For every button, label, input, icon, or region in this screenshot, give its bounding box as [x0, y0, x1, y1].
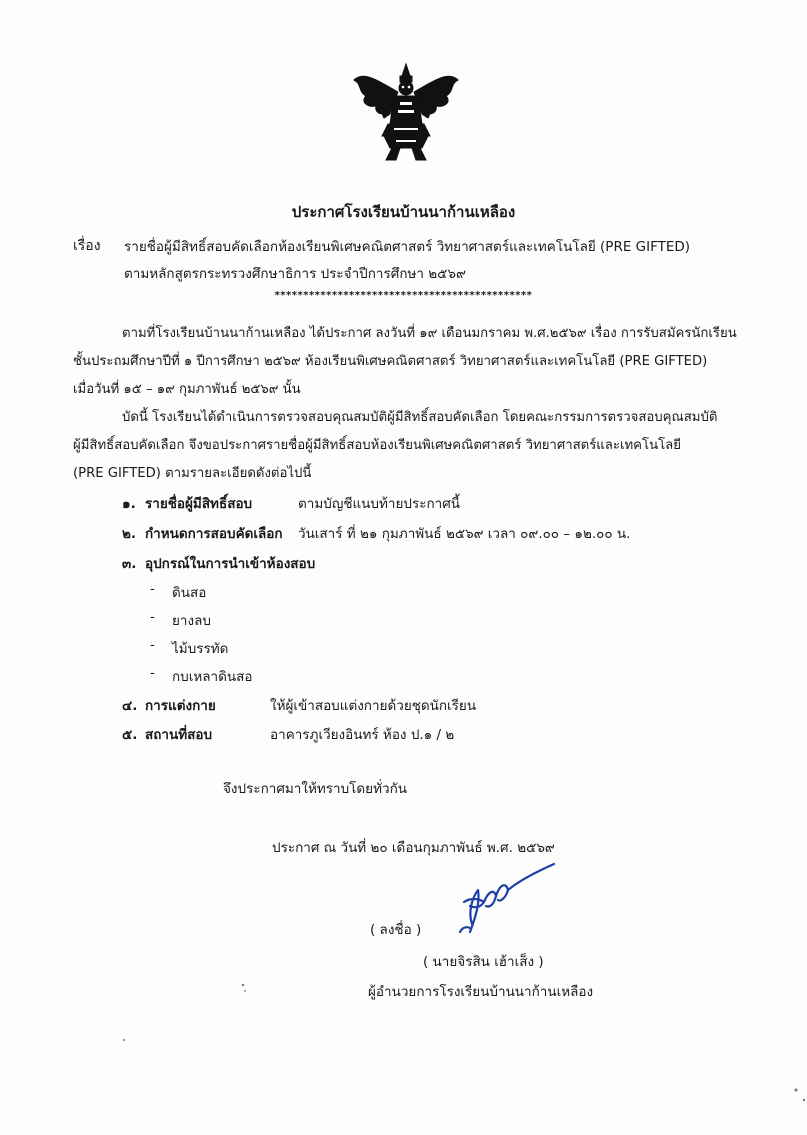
item-1-value: ตามบัญชีแนบท้ายประกาศนี้	[298, 496, 460, 512]
item-4-label: การแต่งกาย	[145, 698, 216, 714]
equipment-bullet: -	[150, 609, 155, 625]
equipment-item: ดินสอ	[172, 585, 207, 601]
item-2-label: กำหนดการสอบคัดเลือก	[145, 526, 283, 542]
equipment-item: ไม้บรรทัด	[172, 641, 229, 657]
paragraph-2-line-2: ผู้มีสิทธิ์สอบคัดเลือก จึงขอประกาศรายชื่อผู้มีสิทธิ์สอบห้องเรียนพิเศษคณิตศาสตร์ วิทยาศาสตร์และเทคโนโลยี	[73, 438, 681, 453]
equipment-bullet: -	[150, 637, 155, 653]
equipment-bullet: -	[150, 665, 155, 681]
announcement-date: ประกาศ ณ วันที่ ๒๐ เดือนกุมภาพันธ์ พ.ศ. ๒๕๖๙	[272, 840, 555, 856]
paragraph-1-line-3: เมื่อวันที่ ๑๕ – ๑๙ กุมภาพันธ์ ๒๕๖๙ นั้น	[73, 382, 301, 397]
paragraph-1-line-1: ตามที่โรงเรียนบ้านนาก้านเหลือง ได้ประกาศ ลงวันที่ ๑๙ เดือนมกราคม พ.ศ.๒๕๖๙ เรื่อง การรับสมัครนักเรียน	[122, 326, 737, 341]
paragraph-2-line-3: (PRE GIFTED) ตามรายละเอียดดังต่อไปนี้	[73, 466, 312, 481]
closing-statement: จึงประกาศมาให้ทราบโดยทั่วกัน	[223, 781, 407, 797]
item-5-number: ๕.	[122, 727, 138, 743]
item-5-label: สถานที่สอบ	[145, 727, 213, 743]
item-3-number: ๓.	[122, 556, 137, 572]
item-3-label: อุปกรณ์ในการนำเข้าห้องสอบ	[145, 556, 316, 572]
item-4-value: ให้ผู้เข้าสอบแต่งกายด้วยชุดนักเรียน	[270, 698, 477, 714]
item-5-value: อาคารภูเวียงอินทร์ ห้อง ป.๑ / ๒	[270, 727, 455, 743]
subject-line-2: ตามหลักสูตรกระทรวงศึกษาธิการ ประจำปีการศึกษา ๒๕๖๙	[124, 266, 466, 282]
signer-title: ผู้อำนวยการโรงเรียนบ้านนาก้านเหลือง	[368, 984, 594, 1000]
signer-name: ( นายจิรสิน เฮ้าเส็ง )	[423, 954, 544, 970]
equipment-bullet: -	[150, 581, 155, 597]
paragraph-1-line-2: ชั้นประถมศึกษาปีที่ ๑ ปีการศึกษา ๒๕๖๙ ห้องเรียนพิเศษคณิตศาสตร์ วิทยาศาสตร์และเทคโนโลยี (PRE GIFTED)	[73, 354, 708, 369]
item-1-label: รายชื่อผู้มีสิทธิ์สอบ	[145, 496, 253, 512]
item-2-value: วันเสาร์ ที่ ๒๑ กุมภาพันธ์ ๒๕๖๙ เวลา ๐๙.๐๐ – ๑๒.๐๐ น.	[298, 526, 631, 542]
signature-label: ( ลงชื่อ )	[370, 922, 422, 938]
equipment-item: ยางลบ	[172, 613, 211, 629]
item-2-number: ๒.	[122, 526, 137, 542]
equipment-item: กบเหลาดินสอ	[172, 669, 253, 685]
document-title: ประกาศโรงเรียนบ้านนาก้านเหลือง	[291, 203, 516, 221]
paragraph-2-line-1: บัดนี้ โรงเรียนได้ดำเนินการตรวจสอบคุณสมบัติผู้มีสิทธิ์สอบคัดเลือก โดยคณะกรรมการตรวจสอบคุณสมบัติ	[122, 410, 718, 425]
subject-label: เรื่อง	[73, 238, 101, 254]
item-4-number: ๔.	[122, 698, 138, 714]
separator-stars: *********************************************	[274, 290, 533, 301]
subject-line-1: รายชื่อผู้มีสิทธิ์สอบคัดเลือกห้องเรียนพิเศษคณิตศาสตร์ วิทยาศาสตร์และเทคโนโลยี (PRE GIFTED)	[124, 239, 691, 255]
item-1-number: ๑.	[122, 496, 136, 512]
